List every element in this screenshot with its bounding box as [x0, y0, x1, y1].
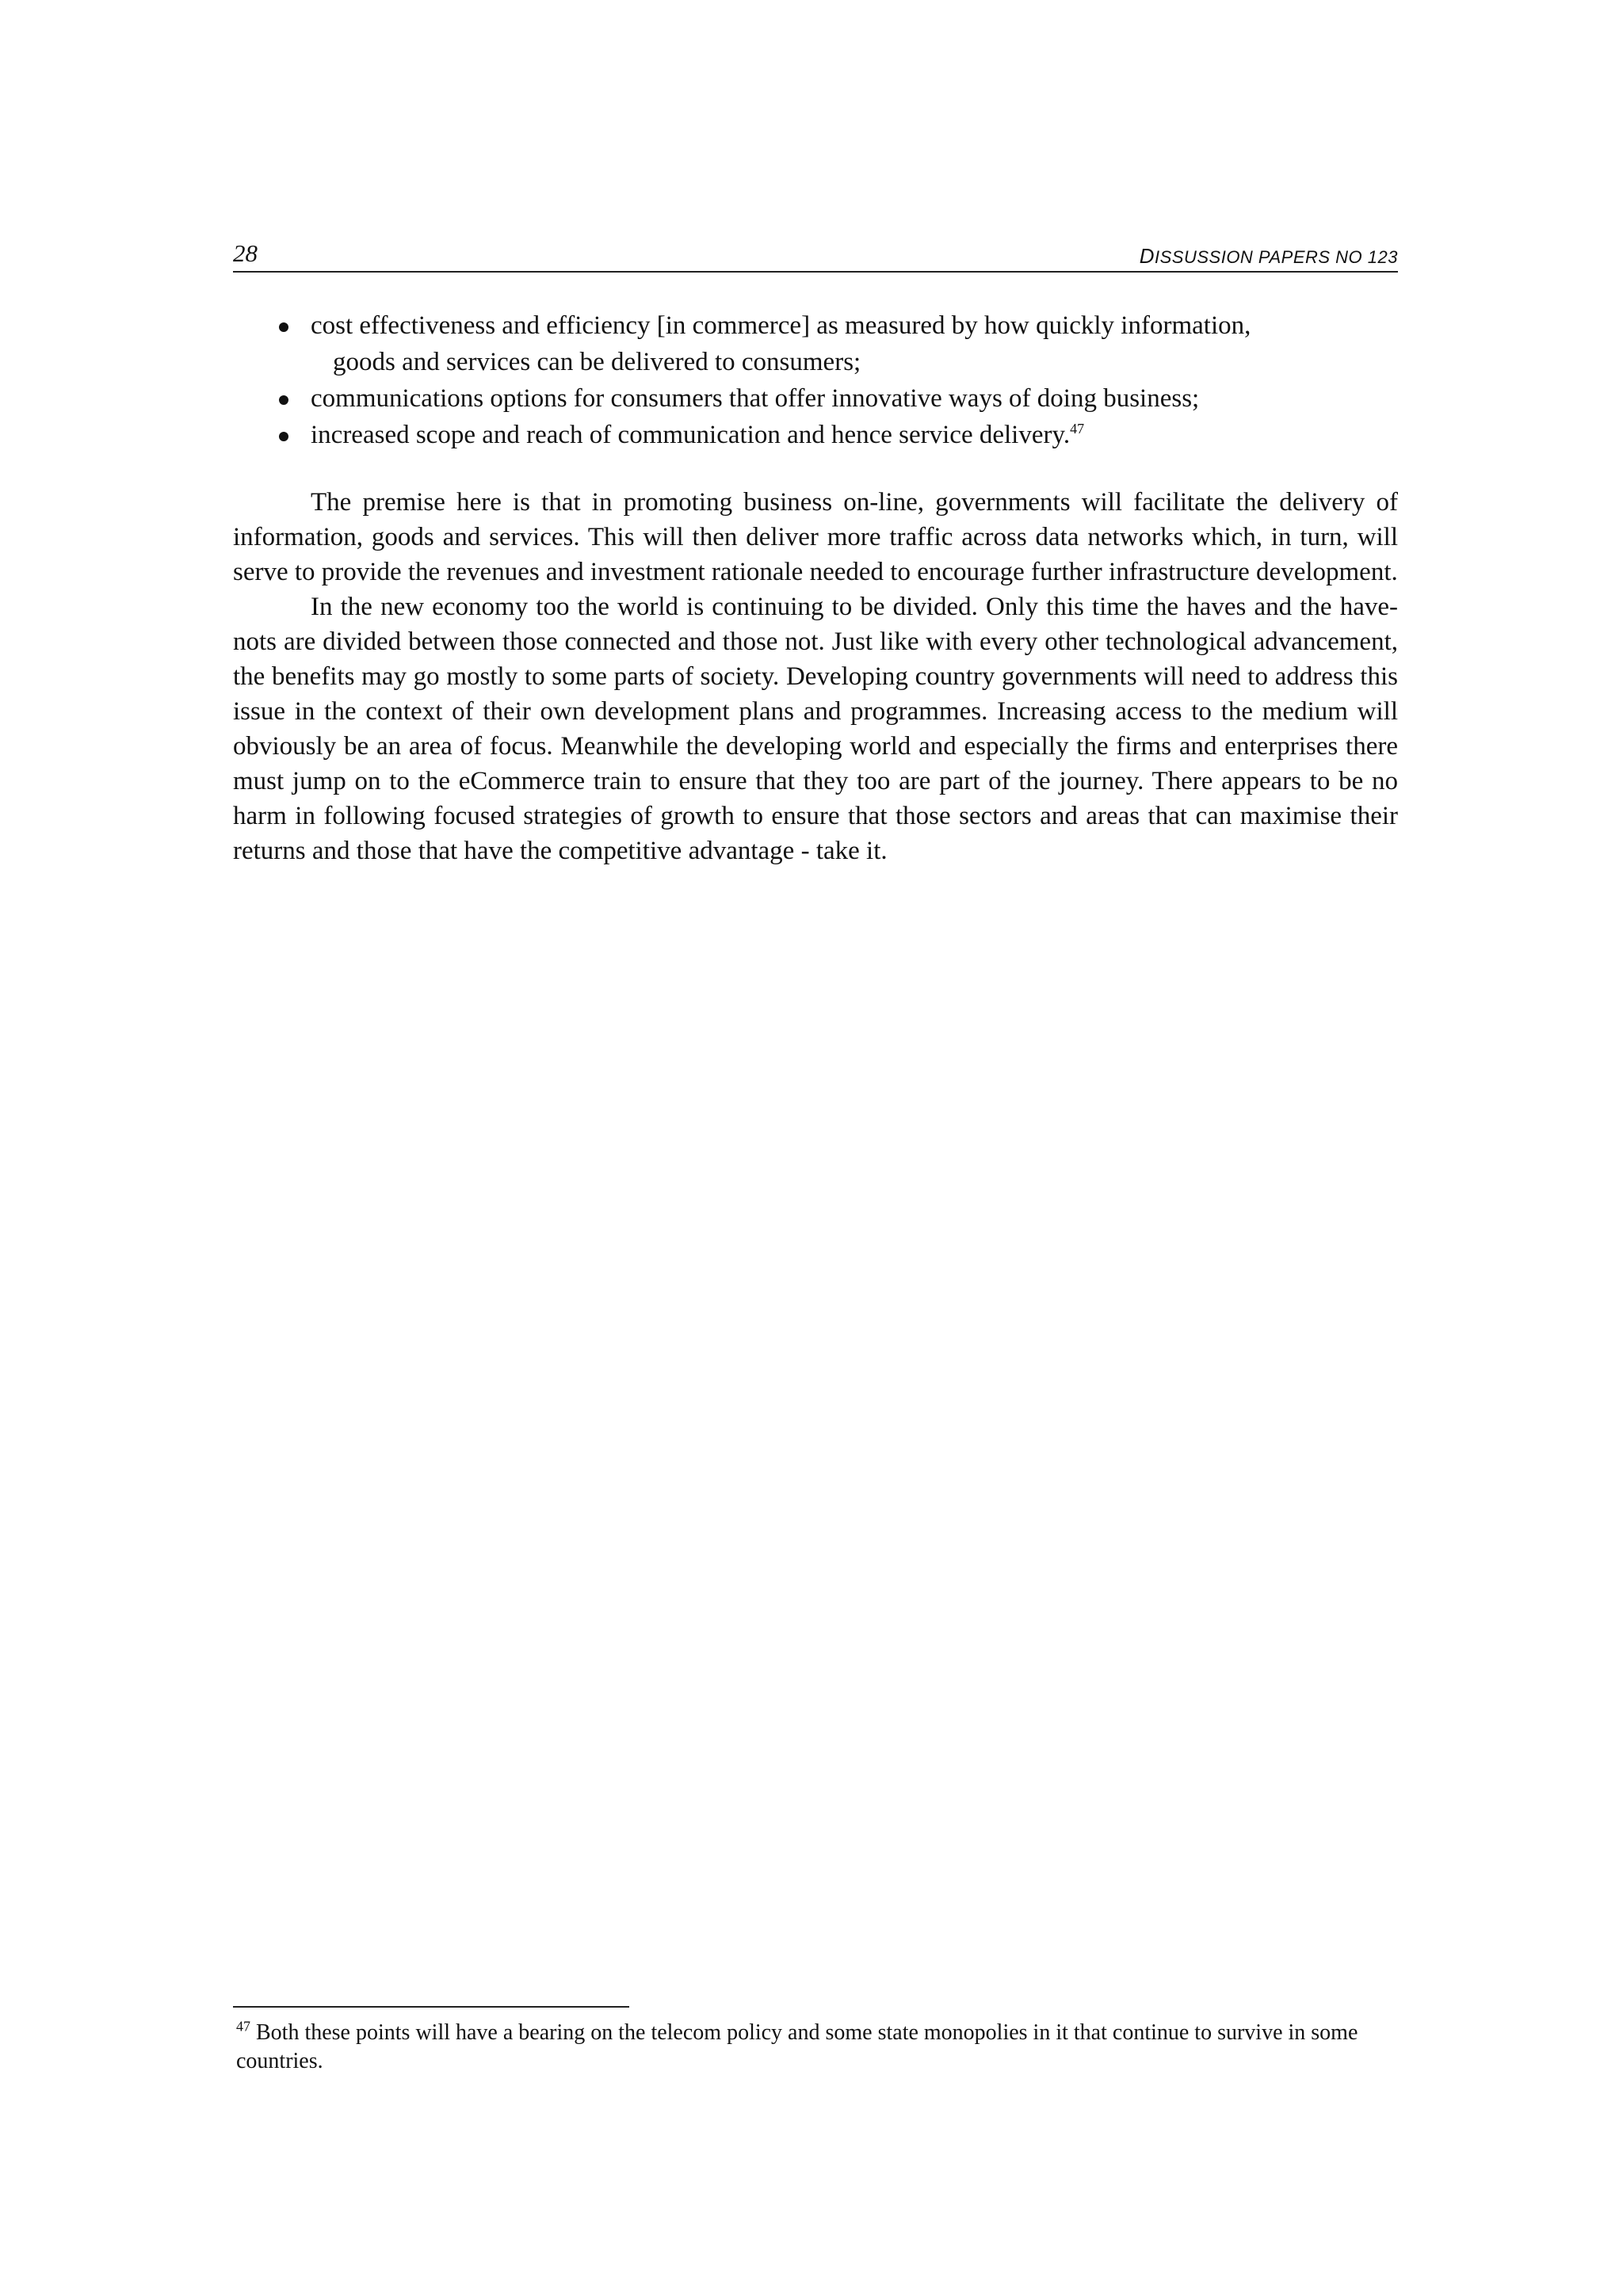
footnote-number: 47	[236, 2018, 250, 2035]
paragraph: The premise here is that in promoting business on-line, governments will facilitate the delivery of information, goods and services. This will then deliver more traffic across data networks which, in turn, will serve to provide the revenues and investment rationale needed to encourage further infrastructure development.	[233, 488, 1398, 586]
list-item	[279, 307, 1398, 380]
list-item-continuation: goods and services can be delivered to consumers;	[333, 348, 861, 376]
list-item	[279, 417, 1398, 453]
running-head-initial: D	[1139, 244, 1155, 268]
page-header	[233, 239, 1398, 273]
running-head	[1140, 246, 1398, 268]
list-item-text: increased scope and reach of communication and hence service delivery.	[311, 421, 1071, 449]
page-number: 28	[233, 239, 258, 267]
list-item	[279, 380, 1398, 417]
footnote-reference[interactable]: 47	[1070, 421, 1085, 437]
bullet-icon	[279, 395, 288, 405]
footnote-divider	[233, 2006, 629, 2008]
list-item-text: communications options for consumers that offer innovative ways of doing business;	[311, 384, 1200, 413]
bullet-icon	[279, 432, 288, 441]
paragraph: In the new economy too the world is continuing to be divided. Only this time the haves and the have-nots are divided between those connected and those not. Just like with every other technological advancement, the benefits may go mostly to some parts of society. Developing country governments will need to address this issue in the context of their own development plans and programmes. Increasing access to the medium will obviously be an area of focus. Meanwhile the developing world and especially the firms and enterprises there must jump on to the eCommerce train to ensure that they too are part of the journey. There appears to be no harm in following focused strategies of growth to ensure that those sectors and areas that can maximise their returns and those that have the competitive advantage - take it.	[233, 593, 1398, 865]
bullet-icon	[279, 322, 288, 332]
footnote	[236, 2019, 1369, 2076]
list-item-text: cost effectiveness and efficiency [in commerce] as measured by how quickly information,	[311, 311, 1251, 340]
body-text	[233, 485, 1398, 868]
footnote-text: Both these points will have a bearing on the telecom policy and some state monopolies in it that continue to survive in some countries.	[236, 2020, 1358, 2073]
bullet-list	[279, 307, 1398, 453]
running-head-text: ISSUSSION PAPERS NO 123	[1155, 247, 1398, 267]
